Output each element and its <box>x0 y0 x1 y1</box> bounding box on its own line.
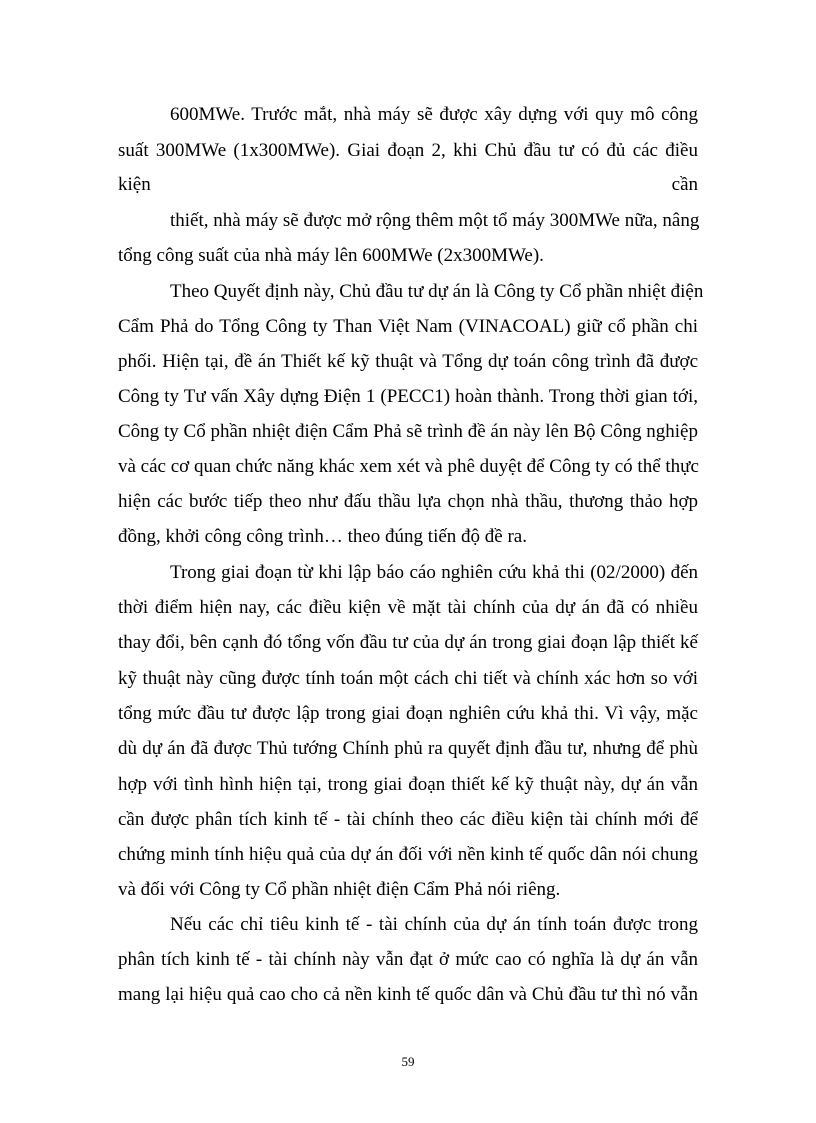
text-line: kỹ thuật này cũng được tính toán một cách chi tiết và chính xác hơn so với <box>118 668 698 689</box>
text-line: 600MWe. Trước mắt, nhà máy sẽ được xây dựng với quy mô công <box>170 104 698 125</box>
text-line: mang lại hiệu quả cao cho cả nền kinh tế quốc dân và Chủ đầu tư thì nó vẫn <box>118 984 698 1005</box>
text-line: tổng công suất của nhà máy lên 600MWe (2x300MWe). <box>118 245 544 266</box>
text-line: và đối với Công ty Cổ phần nhiệt điện Cẩm Phả nói riêng. <box>118 879 561 900</box>
text-line: cần được phân tích kinh tế - tài chính theo các điều kiện tài chính mới để <box>118 809 698 830</box>
text-line: phân tích kinh tế - tài chính này vẫn đạt ở mức cao có nghĩa là dự án vẫn <box>118 949 698 970</box>
text-line: tổng mức đầu tư được lập trong giai đoạn nghiên cứu khả thi. Vì vậy, mặc <box>118 703 698 724</box>
text-line: Theo Quyết định này, Chủ đầu tư dự án là Công ty Cổ phần nhiệt điện <box>170 281 704 302</box>
text-line: thiết, nhà máy sẽ được mở rộng thêm một tổ máy 300MWe nữa, nâng <box>170 210 700 231</box>
text-line: thay đổi, bên cạnh đó tổng vốn đầu tư của dự án trong giai đoạn lập thiết kế <box>118 632 698 653</box>
text-line: chứng minh tính hiệu quả của dự án đối với nền kinh tế quốc dân nói chung <box>118 844 698 865</box>
text-line: kiện cần <box>118 174 698 195</box>
text-line: hiện các bước tiếp theo như đấu thầu lựa chọn nhà thầu, thương thảo hợp <box>118 491 698 512</box>
text-line: phối. Hiện tại, đề án Thiết kế kỹ thuật và Tổng dự toán công trình đã được <box>118 351 698 372</box>
text-line: thời điểm hiện nay, các điều kiện về mặt tài chính của dự án đã có nhiều <box>118 597 698 618</box>
text-line: Công ty Cổ phần nhiệt điện Cẩm Phả sẽ trình đề án này lên Bộ Công nghiệp <box>118 421 698 442</box>
text-line: dù dự án đã được Thủ tướng Chính phủ ra quyết định đầu tư, nhưng để phù <box>118 738 698 759</box>
page-number: 59 <box>401 1054 415 1069</box>
text-line: Trong giai đoạn từ khi lập báo cáo nghiên cứu khả thi (02/2000) đến <box>170 562 698 583</box>
text-line: hợp với tình hình hiện tại, trong giai đoạn thiết kế kỹ thuật này, dự án vẫn <box>118 774 698 795</box>
text-line: Công ty Tư vấn Xây dựng Điện 1 (PECC1) hoàn thành. Trong thời gian tới, <box>118 386 698 407</box>
text-line: đồng, khởi công công trình… theo đúng tiến độ đề ra. <box>118 526 527 547</box>
text-line: và các cơ quan chức năng khác xem xét và phê duyệt để Công ty có thể thực <box>118 456 699 477</box>
text-line: Nếu các chỉ tiêu kinh tế - tài chính của dự án tính toán được trong <box>170 914 698 935</box>
text-line: suất 300MWe (1x300MWe). Giai đoạn 2, khi Chủ đầu tư có đủ các điều <box>118 140 698 161</box>
text-line: Cẩm Phả do Tổng Công ty Than Việt Nam (VINACOAL) giữ cổ phần chi <box>118 316 698 337</box>
